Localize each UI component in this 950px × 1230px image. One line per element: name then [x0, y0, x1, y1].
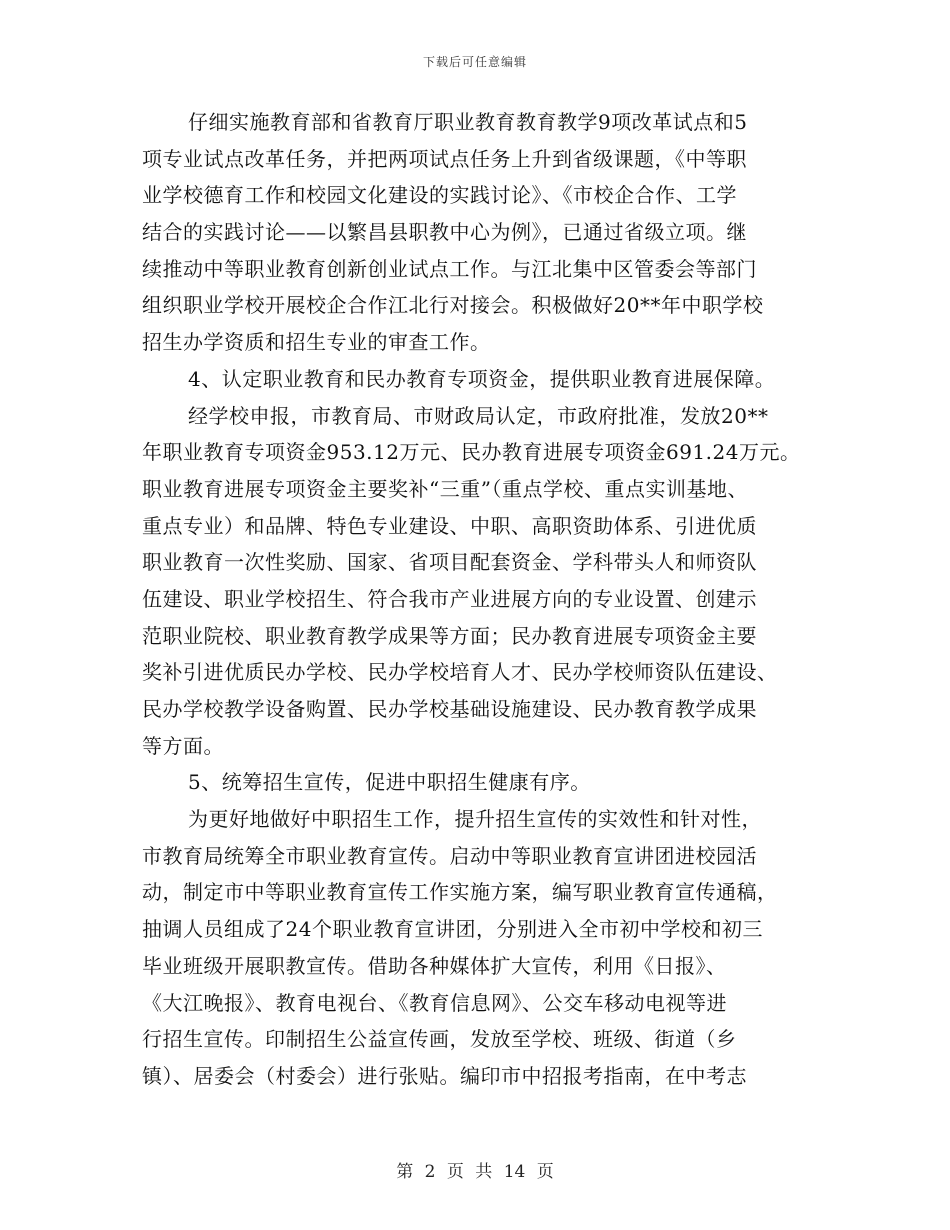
section-heading: 4、认定职业教育和民办教育专项资金，提供职业教育进展保障。 — [188, 366, 776, 391]
text-line: 项专业试点改革任务，并把两项试点任务上升到省级课题，《中等职 — [142, 146, 747, 171]
text-line: 经学校申报，市教育局、市财政局认定，市政府批准，发放20** — [188, 403, 769, 428]
text-line: 职业教育一次性奖励、国家、省项目配套资金、学科带头人和师资队 — [142, 550, 757, 575]
text-line: 组织职业学校开展校企合作江北行对接会。积极做好20**年中职学校 — [142, 293, 764, 318]
text-line: 等方面。 — [142, 733, 224, 758]
text-line: 民办学校教学设备购置、民办学校基础设施建设、民办教育教学成果 — [142, 697, 757, 721]
text-line: 动，制定市中等职业教育宣传工作实施方案，编写职业教育宣传通稿， — [142, 880, 778, 905]
text-line: 为更好地做好中职招生工作，提升招生宣传的实效性和针对性， — [188, 807, 762, 832]
text-line: 职业教育进展专项资金主要奖补“三重”（重点学校、重点实训基地、 — [142, 476, 748, 501]
page-number: 第 2 页 共 14 页 — [396, 1162, 554, 1182]
text-line: 重点专业）和品牌、特色专业建设、中职、高职资助体系、引进优质 — [142, 513, 757, 538]
text-line: 行招生宣传。印制招生公益宣传画，发放至学校、班级、街道（乡 — [142, 1027, 737, 1052]
text-line: 毕业班级开展职教宣传。借助各种媒体扩大宣传，利用《日报》、 — [142, 953, 727, 978]
header-note: 下载后可任意编辑 — [422, 55, 527, 69]
text-line: 《大江晚报》、教育电视台、《教育信息网》、公交车移动电视等进 — [142, 990, 727, 1015]
text-line: 业学校德育工作和校园文化建设的实践讨论》、《市校企合作、工学 — [142, 183, 737, 208]
text-line: 续推动中等职业教育创新创业试点工作。与江北集中区管委会等部门 — [142, 256, 757, 281]
text-line: 市教育局统筹全市职业教育宣传。启动中等职业教育宣讲团进校园活 — [142, 843, 757, 868]
document-body — [142, 104, 822, 1095]
text-line: 仔细实施教育部和省教育厅职业教育教育教学9项改革试点和5 — [188, 110, 748, 134]
text-line: 镇）、居委会（村委会）进行张贴。编印市中招报考指南，在中考志 — [142, 1063, 747, 1088]
text-line: 范职业院校、职业教育教学成果等方面；民办教育进展专项资金主要 — [142, 623, 757, 648]
text-line: 奖补引进优质民办学校、民办学校培育人才、民办学校师资队伍建设、 — [142, 660, 778, 685]
text-line: 结合的实践讨论——以繁昌县职教中心为例》，已通过省级立项。继 — [142, 220, 747, 245]
text-line: 抽调人员组成了24个职业教育宣讲团，分别进入全市初中学校和初三 — [142, 917, 763, 942]
text-line: 伍建设、职业学校招生、符合我市产业进展方向的专业设置、创建示 — [142, 586, 757, 611]
text-line: 招生办学资质和招生专业的审查工作。 — [142, 330, 491, 355]
section-heading: 5、统筹招生宣传，促进中职招生健康有序。 — [188, 770, 591, 795]
text-line: 年职业教育专项资金953.12万元、民办教育进展专项资金691.24万元。 — [142, 440, 801, 465]
